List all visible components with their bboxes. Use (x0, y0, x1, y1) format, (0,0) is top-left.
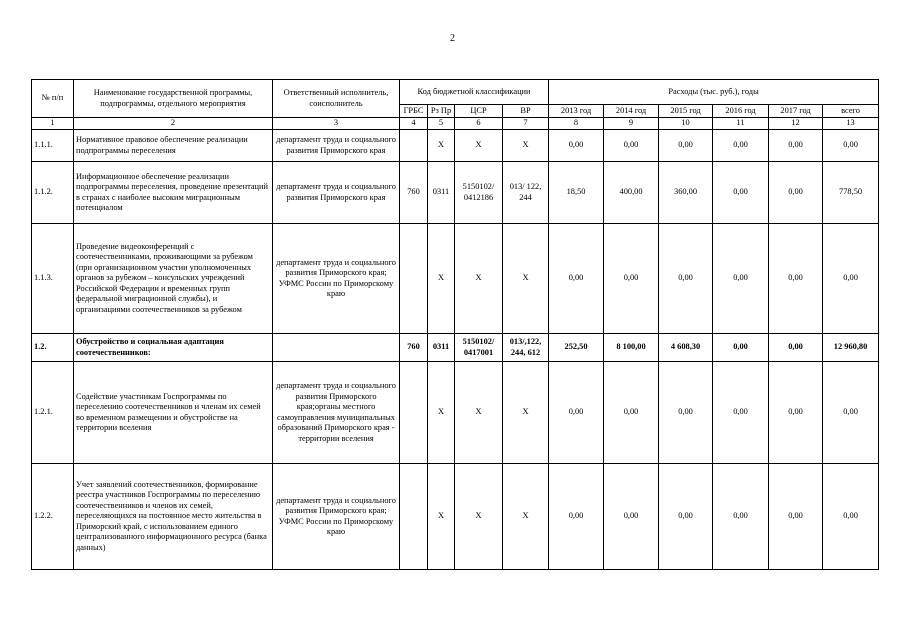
row-vr: Х (503, 224, 549, 334)
row-csr: 5150102/ 0417001 (455, 334, 503, 362)
table-row (32, 362, 879, 464)
row-2017: 0,00 (769, 162, 823, 224)
header-name: Наименование государственной программы, подпрограммы, отдельного мероприятия (74, 80, 273, 118)
row-vr: Х (503, 362, 549, 464)
header-rzpr: Рз Пр (428, 105, 455, 118)
header-row-1 (32, 80, 879, 105)
header-num: № п/п (32, 80, 74, 118)
row-grbs (400, 362, 428, 464)
row-2016: 0,00 (713, 334, 769, 362)
row-responsible: департамент труда и социального развития Приморского края; УФМС России по Приморскому краю (273, 224, 400, 334)
row-2017: 0,00 (769, 224, 823, 334)
row-2016: 0,00 (713, 130, 769, 162)
row-responsible (273, 334, 400, 362)
column-number: 12 (769, 118, 823, 130)
row-2015: 0,00 (659, 224, 713, 334)
row-number: 1.2.2. (32, 464, 74, 570)
row-2017: 0,00 (769, 362, 823, 464)
row-rzpr: Х (428, 464, 455, 570)
column-number: 2 (74, 118, 273, 130)
header-vr: ВР (503, 105, 549, 118)
row-2013: 0,00 (549, 464, 604, 570)
header-year-2014: 2014 год (604, 105, 659, 118)
header-expenses: Расходы (тыс. руб.), годы (549, 80, 879, 105)
column-number: 11 (713, 118, 769, 130)
row-responsible: департамент труда и социального развития Приморского края (273, 162, 400, 224)
row-name: Учет заявлений соотечественников, формирование реестра участников Госпрограммы по переселению соотечественников и членов их семей, переселяющихся на постоянное место жительства в Приморский край, с использованием единого централизованного информационного ресурса (банка данных) (74, 464, 273, 570)
column-number: 13 (823, 118, 879, 130)
header-total: всего (823, 105, 879, 118)
row-total: 0,00 (823, 224, 879, 334)
row-csr: Х (455, 362, 503, 464)
row-name: Нормативное правовое обеспечение реализации подпрограммы переселения (74, 130, 273, 162)
row-2016: 0,00 (713, 464, 769, 570)
header-budget-code: Код бюджетной классификации (400, 80, 549, 105)
row-responsible: департамент труда и социального развития Приморского края;органы местного самоуправления муниципальных образований Приморского края - территории вселения (273, 362, 400, 464)
row-vr: Х (503, 464, 549, 570)
row-2014: 0,00 (604, 362, 659, 464)
row-grbs (400, 464, 428, 570)
row-2016: 0,00 (713, 224, 769, 334)
row-responsible: департамент труда и социального развития Приморского края (273, 130, 400, 162)
column-number: 9 (604, 118, 659, 130)
header-grbs: ГРБС (400, 105, 428, 118)
row-2015: 0,00 (659, 464, 713, 570)
row-grbs: 760 (400, 334, 428, 362)
row-2015: 360,00 (659, 162, 713, 224)
header-year-2016: 2016 год (713, 105, 769, 118)
header-responsible: Ответственный исполнитель, соисполнитель (273, 80, 400, 118)
row-vr: 013/,122, 244, 612 (503, 334, 549, 362)
row-2014: 0,00 (604, 464, 659, 570)
row-2017: 0,00 (769, 334, 823, 362)
row-total: 12 960,80 (823, 334, 879, 362)
row-2017: 0,00 (769, 464, 823, 570)
header-year-2017: 2017 год (769, 105, 823, 118)
row-2015: 0,00 (659, 362, 713, 464)
row-csr: Х (455, 464, 503, 570)
program-expenses-table (31, 79, 879, 570)
column-number: 5 (428, 118, 455, 130)
row-csr: 5150102/ 0412186 (455, 162, 503, 224)
row-responsible: департамент труда и социального развития Приморского края; УФМС России по Приморскому краю (273, 464, 400, 570)
row-2014: 400,00 (604, 162, 659, 224)
column-number: 8 (549, 118, 604, 130)
row-total: 0,00 (823, 130, 879, 162)
row-vr: Х (503, 130, 549, 162)
row-rzpr: Х (428, 224, 455, 334)
row-number: 1.1.1. (32, 130, 74, 162)
column-number: 3 (273, 118, 400, 130)
row-rzpr: 0311 (428, 334, 455, 362)
row-2016: 0,00 (713, 362, 769, 464)
row-rzpr: Х (428, 362, 455, 464)
column-number: 6 (455, 118, 503, 130)
row-grbs (400, 224, 428, 334)
table-row (32, 130, 879, 162)
table-row (32, 224, 879, 334)
row-number: 1.2. (32, 334, 74, 362)
row-number: 1.1.3. (32, 224, 74, 334)
row-2013: 252,50 (549, 334, 604, 362)
header-year-2015: 2015 год (659, 105, 713, 118)
row-2017: 0,00 (769, 130, 823, 162)
column-number: 7 (503, 118, 549, 130)
table-row (32, 162, 879, 224)
row-total: 778,50 (823, 162, 879, 224)
row-rzpr: 0311 (428, 162, 455, 224)
column-number: 10 (659, 118, 713, 130)
row-number: 1.1.2. (32, 162, 74, 224)
row-2016: 0,00 (713, 162, 769, 224)
row-2013: 0,00 (549, 362, 604, 464)
row-2014: 8 100,00 (604, 334, 659, 362)
row-grbs: 760 (400, 162, 428, 224)
row-csr: Х (455, 224, 503, 334)
row-name: Проведение видеоконференций с соотечественниками, проживающими за рубежом (при организационном участии уполномоченных органов за рубежом – консульских учреждений Российской Федерации и временных групп федеральной миграционной службы), и организациями соотечественников за рубежом (74, 224, 273, 334)
row-vr: 013/ 122, 244 (503, 162, 549, 224)
row-name: Обустройство и социальная адаптация соотечественников: (74, 334, 273, 362)
row-total: 0,00 (823, 464, 879, 570)
column-number: 1 (32, 118, 74, 130)
column-number: 4 (400, 118, 428, 130)
row-2013: 0,00 (549, 130, 604, 162)
row-2013: 18,50 (549, 162, 604, 224)
row-2014: 0,00 (604, 130, 659, 162)
row-2013: 0,00 (549, 224, 604, 334)
row-total: 0,00 (823, 362, 879, 464)
row-rzpr: Х (428, 130, 455, 162)
row-number: 1.2.1. (32, 362, 74, 464)
row-name: Содействие участникам Госпрограммы по переселению соотечественников и членам их семей во временном размещении и обустройстве на территории вселения (74, 362, 273, 464)
header-csr: ЦСР (455, 105, 503, 118)
table-row (32, 464, 879, 570)
header-year-2013: 2013 год (549, 105, 604, 118)
page-number: 2 (450, 33, 455, 44)
row-2015: 0,00 (659, 130, 713, 162)
row-grbs (400, 130, 428, 162)
row-name: Информационное обеспечение реализации подпрограммы переселения, проведение презентаций в странах с наиболее высоким миграционным потенциалом (74, 162, 273, 224)
row-csr: Х (455, 130, 503, 162)
column-number-row (32, 118, 879, 130)
table-row (32, 334, 879, 362)
row-2014: 0,00 (604, 224, 659, 334)
row-2015: 4 608,30 (659, 334, 713, 362)
